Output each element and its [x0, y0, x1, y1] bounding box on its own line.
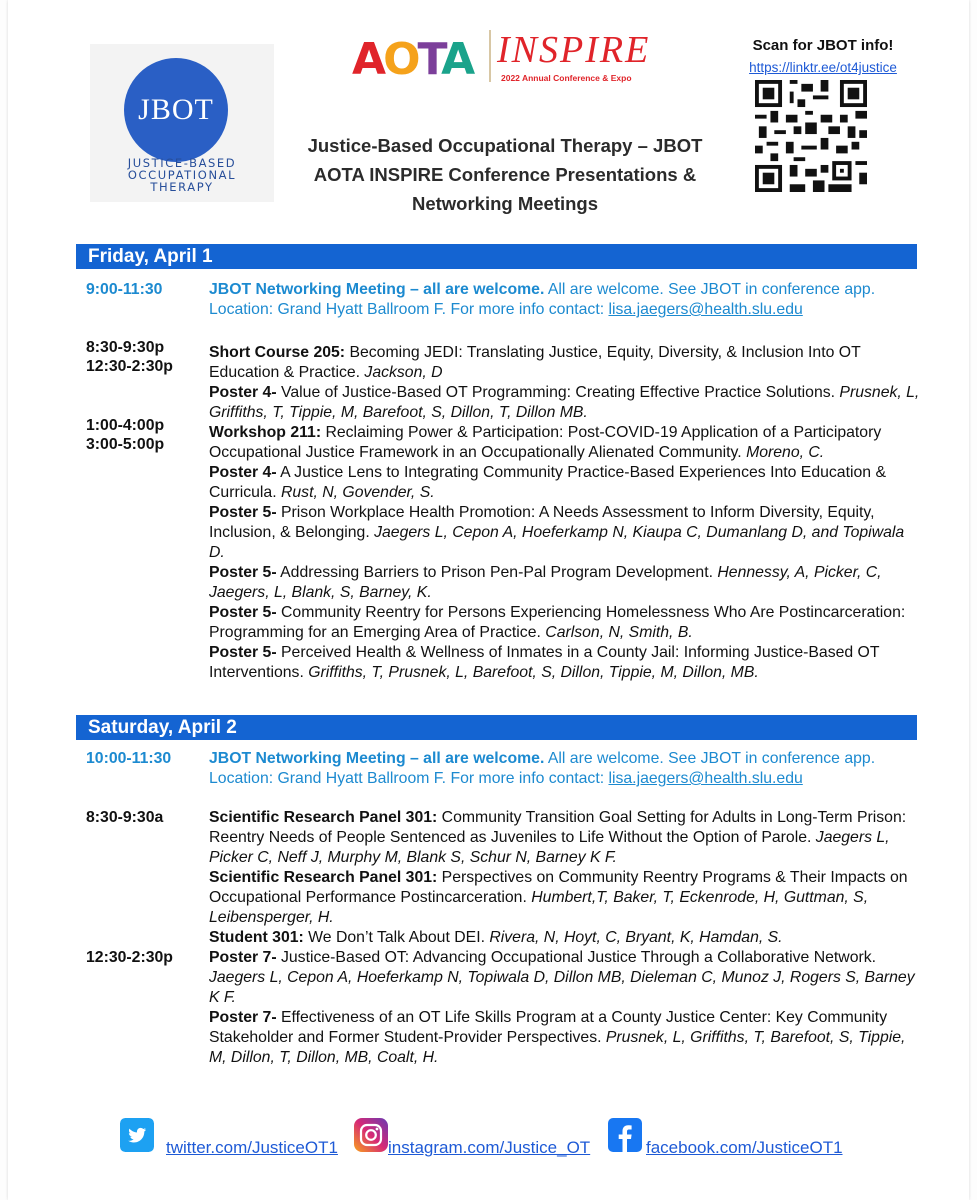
- linktree-link[interactable]: https://linktr.ee/ot4justice: [749, 60, 897, 75]
- list-item: Student 301: We Don’t Talk About DEI. Rivera, N, Hoyt, C, Bryant, K, Hamdan, S.: [209, 929, 783, 946]
- list-item: Poster 5- Community Reentry for Persons Experiencing Homelessness Who Are Postincarceration: Programming for an Emerging Area of Practice. Carlson, N, Smith, B.: [209, 604, 906, 641]
- session-time: 12:30-2:30p: [86, 358, 173, 375]
- list-item: Poster 5- Prison Workplace Health Promotion: A Needs Assessment to Inform Diversity, Equity, Inclusion, & Belonging. Jaegers L, Cepon A, Hoeferkamp N, Kiaupa C, Dumanlang D, and Topiwala D.: [209, 504, 905, 561]
- scan-title: Scan for JBOT info!: [752, 37, 894, 54]
- networking-time: 10:00-11:30: [86, 750, 172, 767]
- networking-meeting: JBOT Networking Meeting – all are welcome. All are welcome. See JBOT in conference app. Location: Grand Hyatt Ballroom F. For more info contact: lisa.jaegers@health.slu.edu: [209, 750, 876, 787]
- session-time: 8:30-9:30p: [86, 339, 165, 356]
- contact-email-link[interactable]: lisa.jaegers@health.slu.edu: [608, 770, 803, 787]
- twitter-label[interactable]: twitter.com/JusticeOT1: [166, 1138, 338, 1157]
- instagram-label[interactable]: instagram.com/Justice_OT: [388, 1138, 591, 1157]
- twitter-icon: [120, 1118, 154, 1152]
- logo-divider: [489, 30, 491, 82]
- networking-meeting: JBOT Networking Meeting – all are welcome. All are welcome. See JBOT in conference app. Location: Grand Hyatt Ballroom F. For more info contact: lisa.jaegers@health.slu.edu: [209, 281, 876, 318]
- list-item: Poster 5- Perceived Health & Wellness of Inmates in a County Jail: Informing Justice-Based OT Interventions. Griffiths, T, Prusnek, L, Barefoot, S, Dillon, Tippie, M, Dillon, MB.: [209, 644, 880, 681]
- qr-code-icon[interactable]: [755, 80, 867, 192]
- instagram-icon: [354, 1118, 388, 1152]
- list-item: Short Course 205: Becoming JEDI: Translating Justice, Equity, Diversity, & Inclusion Into OT Education & Practice. Jackson, D: [209, 344, 861, 381]
- jbot-logo-subtitle: JUSTICE-BASED OCCUPATIONAL THERAPY: [127, 156, 237, 194]
- jbot-circle: JBOT: [124, 58, 228, 162]
- facebook-icon: [608, 1118, 642, 1152]
- list-item: Workshop 211: Reclaiming Power & Participation: Post-COVID-19 Application of a Participatory Occupational Justice Framework in an Occupationally Alienated Community. Moreno, C.: [209, 424, 882, 461]
- flyer-page: [8, 0, 969, 1200]
- conference-subtitle: 2022 Annual Conference & Expo: [501, 73, 632, 83]
- list-item: Poster 5- Addressing Barriers to Prison Pen-Pal Program Development. Hennessy, A, Picker, C, Jaegers, L, Blank, S, Barney, K.: [209, 564, 882, 601]
- day-header-saturday: Saturday, April 2: [76, 715, 917, 740]
- session-time: 3:00-5:00p: [86, 436, 165, 453]
- aota-logo: AOTA: [352, 34, 473, 85]
- list-item: Scientific Research Panel 301: Community Transition Goal Setting for Adults in Long-Term Prison: Reentry Needs of People Sentenced as Juveniles to Life Without the Option of Parole. Jaegers L, Picker C, Neff J, Murphy M, Blank S, Schur N, Barney K F.: [209, 809, 907, 866]
- jbot-logo: [90, 44, 274, 202]
- list-item: Poster 7- Effectiveness of an OT Life Skills Program at a County Justice Center: Key Community Stakeholder and Former Student-Provider Perspectives. Prusnek, L, Griffiths, T, Barefoot, S, Tippie, M, Dillon, T, Dillon, MB, Coalt, H.: [209, 1009, 906, 1066]
- networking-time: 9:00-11:30: [86, 281, 163, 298]
- list-item: Poster 7- Justice-Based OT: Advancing Occupational Justice Through a Collaborative Network. Jaegers L, Cepon A, Hoeferkamp N, Topiwala D, Dillon MB, Dieleman C, Munoz J, Rogers S, Barney K F.: [209, 949, 915, 1006]
- list-item: Poster 4- Value of Justice-Based OT Programming: Creating Effective Practice Solutions. Prusnek, L, Griffiths, T, Tippie, M, Barefoot, S, Dillon, T, Dillon MB.: [209, 384, 920, 421]
- session-time: 1:00-4:00p: [86, 417, 165, 434]
- facebook-label[interactable]: facebook.com/JusticeOT1: [646, 1138, 843, 1157]
- session-time: 12:30-2:30p: [86, 949, 173, 966]
- session-time: 8:30-9:30a: [86, 809, 164, 826]
- contact-email-link[interactable]: lisa.jaegers@health.slu.edu: [608, 301, 803, 318]
- saturday-sessions: [209, 808, 924, 1068]
- inspire-logo: INSPIRE: [497, 29, 651, 71]
- friday-sessions: [209, 343, 924, 683]
- day-header-friday: Friday, April 1: [76, 244, 917, 269]
- page-title: Justice-Based Occupational Therapy – JBOT AOTA INSPIRE Conference Presentations & Networking Meetings: [307, 135, 703, 214]
- list-item: Poster 4- A Justice Lens to Integrating Community Practice-Based Experiences Into Education & Curricula. Rust, N, Govender, S.: [209, 464, 886, 501]
- list-item: Scientific Research Panel 301: Perspectives on Community Reentry Programs & Their Impacts on Occupational Performance Postincarceration. Humbert,T, Baker, T, Eckenrode, H, Guttman, S, Leibensperger, H.: [209, 869, 908, 926]
